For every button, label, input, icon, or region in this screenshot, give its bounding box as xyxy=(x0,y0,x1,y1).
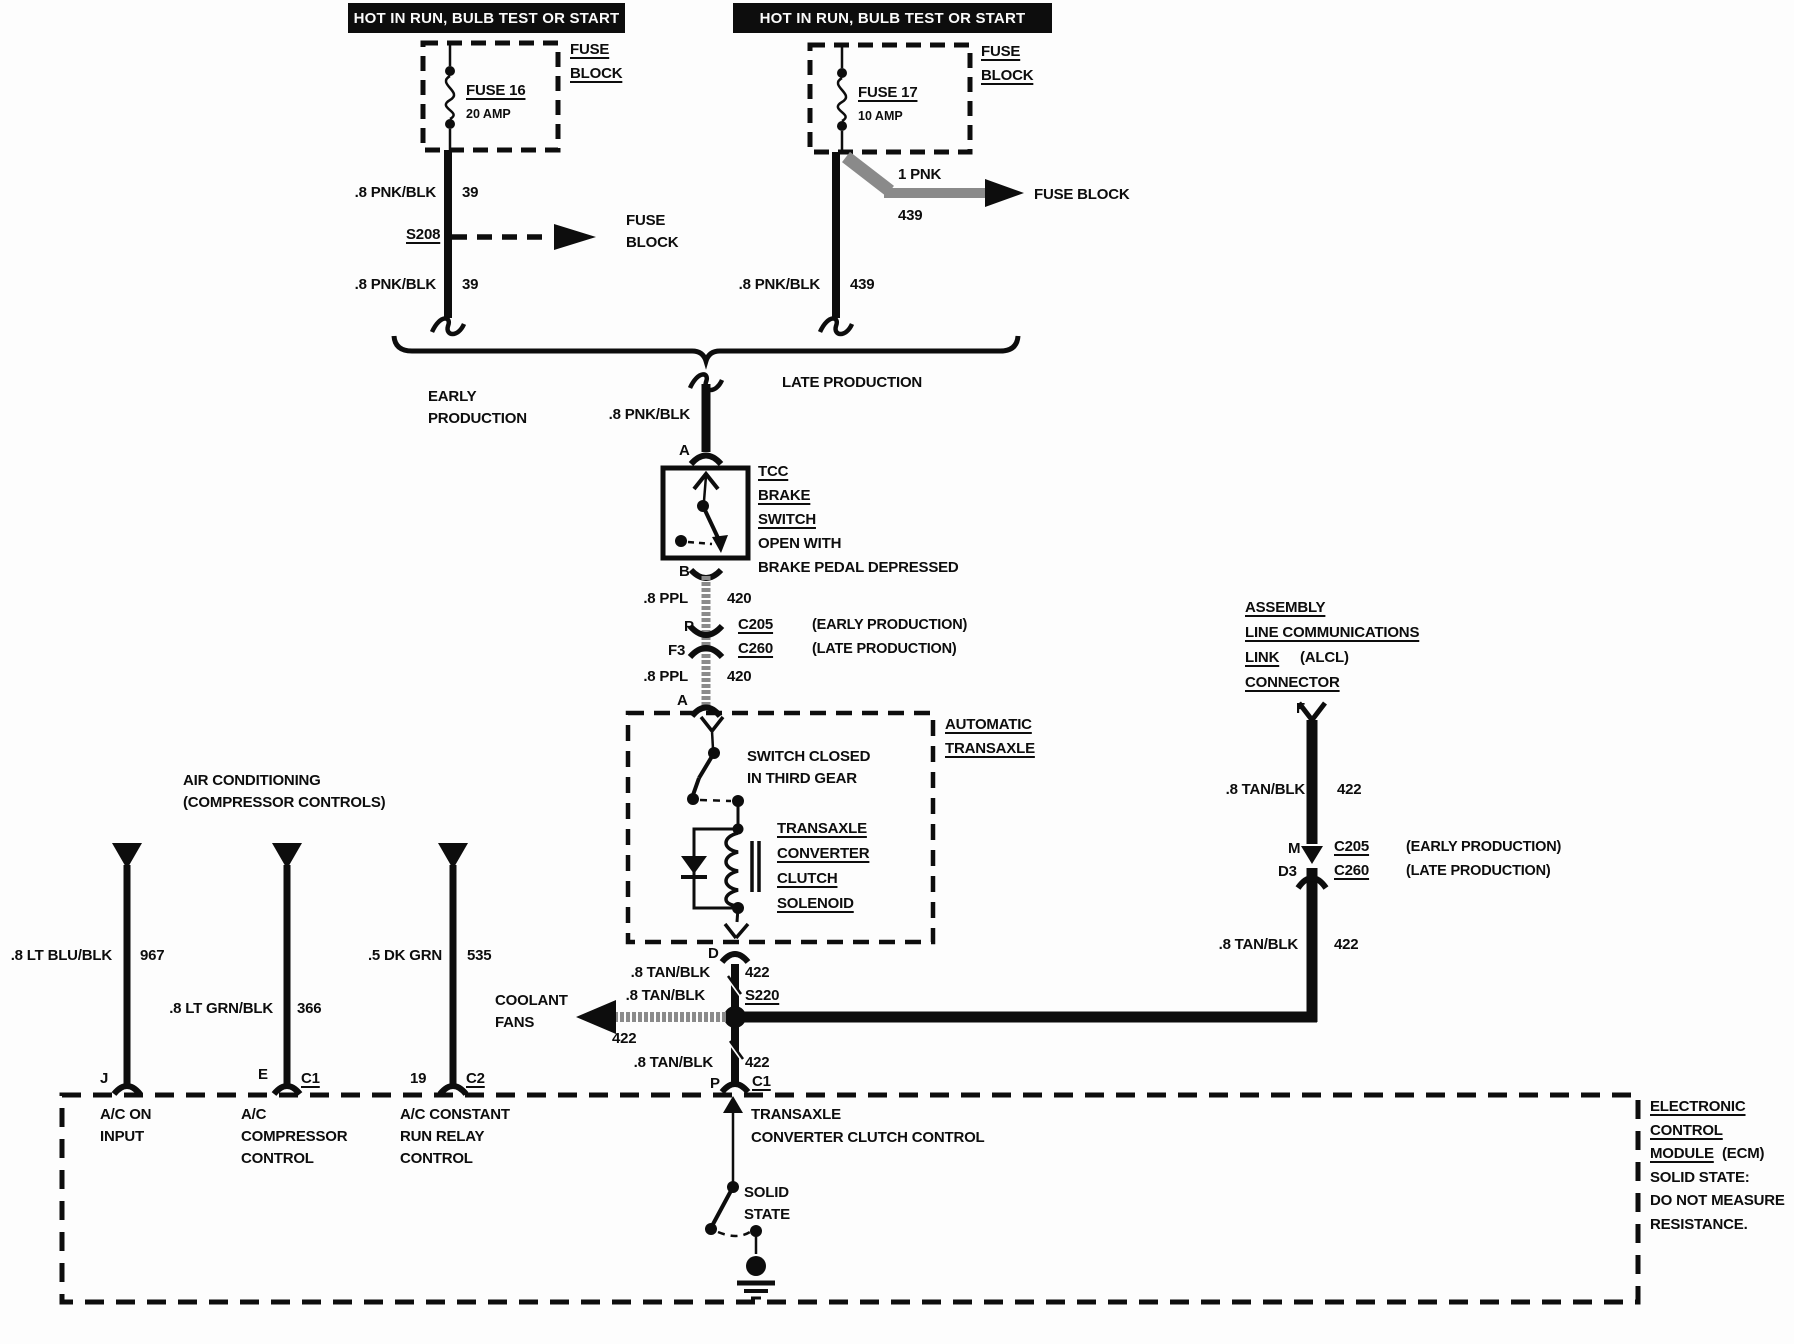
connector-c260-label-1: C260 xyxy=(738,640,774,657)
ecm-ac-on-input: A/C ON INPUT xyxy=(100,1106,152,1145)
wire-break-right xyxy=(820,318,852,334)
circuit-422-1: 422 xyxy=(745,964,770,981)
wire-label-ppl-2: .8 PPL xyxy=(643,668,688,685)
fuse17-label: FUSE 17 xyxy=(858,84,918,101)
diode xyxy=(681,856,707,874)
ecm-ac-compressor: A/C COMPRESSOR CONTROL xyxy=(241,1106,348,1167)
connector-m-arrow xyxy=(1301,846,1323,864)
alcl-label-2: LINE COMMUNICATIONS xyxy=(1245,624,1420,641)
ecm-callout-4: SOLID STATE: xyxy=(1650,1169,1750,1186)
wire-label-pnkblk-4: .8 PNK/BLK xyxy=(608,406,690,423)
wire-label-1pnk: 1 PNK xyxy=(898,166,942,183)
connector-c1-label-left: C1 xyxy=(301,1070,320,1087)
wire-label-tanblk-3: .8 TAN/BLK xyxy=(633,1054,713,1071)
transaxle-label: TRANSAXLE xyxy=(945,740,1035,757)
ecm-tcc-control-2: CONVERTER CLUTCH CONTROL xyxy=(751,1129,985,1146)
connector-a-top xyxy=(691,456,721,465)
wire-break-left xyxy=(432,318,464,334)
circuit-422-3: 422 xyxy=(745,1054,770,1071)
ecm-callout-5: DO NOT MEASURE xyxy=(1650,1192,1785,1209)
circuit-422-5: 422 xyxy=(1334,936,1359,953)
tcc-label-5: BRAKE PEDAL DEPRESSED xyxy=(758,559,959,576)
terminal-f: F xyxy=(1296,700,1305,717)
fuse-block-label-2a: FUSE xyxy=(981,43,1021,60)
terminal-p-1: P xyxy=(684,618,694,635)
wire-label-pnkblk-3: .8 PNK/BLK xyxy=(738,276,820,293)
branch-1pnk-slant xyxy=(846,157,890,191)
circuit-420-1: 420 xyxy=(727,590,752,607)
hot-in-run-banner-right: HOT IN RUN, BULB TEST OR START xyxy=(733,3,1052,33)
branch-1pnk-arrowhead xyxy=(985,179,1024,207)
fuse-block-target-s208: FUSE BLOCK xyxy=(626,212,679,251)
tcc-label-1: TCC xyxy=(758,463,789,480)
splice-s208-label: S208 xyxy=(406,226,441,243)
connector-c205-label-2: C205 xyxy=(1334,838,1370,855)
terminal-d: D xyxy=(708,945,719,962)
connector-c1-label-center: C1 xyxy=(752,1073,771,1090)
ecm-callout-3b: (ECM) xyxy=(1722,1145,1765,1162)
alcl-label-4: CONNECTOR xyxy=(1245,674,1340,691)
terminal-e: E xyxy=(258,1066,268,1083)
splice-s220-label: S220 xyxy=(745,987,780,1004)
ecm-callout-6: RESISTANCE. xyxy=(1650,1216,1748,1233)
ecm-tcc-control-1: TRANSAXLE xyxy=(751,1106,841,1123)
circuit-967: 967 xyxy=(140,947,165,964)
connector-c205-label-1: C205 xyxy=(738,616,774,633)
wire-label-pnkblk-2: .8 PNK/BLK xyxy=(354,276,436,293)
fuse16-amp: 20 AMP xyxy=(466,107,511,121)
tcc-label-3: SWITCH xyxy=(758,511,816,528)
production-brace xyxy=(394,336,1018,361)
late-production-note-1: (LATE PRODUCTION) xyxy=(812,641,957,657)
terminal-b: B xyxy=(679,563,690,580)
solenoid-label-3: CLUTCH xyxy=(777,870,838,887)
early-production-label: EARLY PRODUCTION xyxy=(428,388,527,427)
switch-closed-note: SWITCH CLOSED IN THIRD GEAR xyxy=(747,748,871,787)
wire-label-ppl-1: .8 PPL xyxy=(643,590,688,607)
terminal-m: M xyxy=(1288,840,1301,857)
terminal-f3: F3 xyxy=(668,642,686,659)
fuse-block-label-1a: FUSE xyxy=(570,41,610,58)
wire-label-ltblublk: .8 LT BLU/BLK xyxy=(10,947,112,964)
ecm-callout-2: CONTROL xyxy=(1650,1122,1723,1139)
ecm-solid-state-switch-label: SOLID STATE xyxy=(744,1184,790,1223)
wire-label-pnkblk-1: .8 PNK/BLK xyxy=(354,184,436,201)
wire-label-ltgrnblk: .8 LT GRN/BLK xyxy=(169,1000,273,1017)
solid-state-switch-arm xyxy=(712,1187,733,1226)
solenoid-label-1: TRANSAXLE xyxy=(777,820,867,837)
circuit-535: 535 xyxy=(467,947,492,964)
wire-label-tanblk-2: .8 TAN/BLK xyxy=(625,987,705,1004)
coolant-fans-label: COOLANT FANS xyxy=(495,992,568,1031)
s208-arrowhead xyxy=(554,224,596,250)
connector-d xyxy=(722,954,748,962)
connector-c1-p xyxy=(722,1084,748,1092)
wire-label-tanblk-1: .8 TAN/BLK xyxy=(630,964,710,981)
terminal-j: J xyxy=(100,1070,109,1087)
terminal-a-1: A xyxy=(679,442,690,459)
connector-c260-label-2: C260 xyxy=(1334,862,1370,879)
ground-symbol xyxy=(746,1256,766,1276)
ecm-callout-1: ELECTRONIC xyxy=(1650,1098,1746,1115)
alcl-label-1: ASSEMBLY xyxy=(1245,599,1326,616)
early-production-note-2: (EARLY PRODUCTION) xyxy=(1406,839,1562,855)
alcl-label-3a: LINK xyxy=(1245,649,1280,666)
early-production-note-1: (EARLY PRODUCTION) xyxy=(812,617,968,633)
connector-c2-label: C2 xyxy=(466,1070,485,1087)
circuit-422-2: 422 xyxy=(612,1030,637,1047)
circuit-366: 366 xyxy=(297,1000,322,1017)
solenoid-coil xyxy=(726,833,738,906)
circuit-39-2: 39 xyxy=(462,276,479,293)
hot-in-run-banner-left: HOT IN RUN, BULB TEST OR START xyxy=(348,3,625,33)
circuit-422-4: 422 xyxy=(1337,781,1362,798)
solenoid-label-2: CONVERTER xyxy=(777,845,870,862)
terminal-d3: D3 xyxy=(1278,863,1297,880)
solenoid-label-4: SOLENOID xyxy=(777,895,854,912)
fuse17-amp: 10 AMP xyxy=(858,109,903,123)
wire-label-tanblk-4: .8 TAN/BLK xyxy=(1225,781,1305,798)
circuit-439-1: 439 xyxy=(898,207,923,224)
circuit-439-2: 439 xyxy=(850,276,875,293)
wire-label-tanblk-5: .8 TAN/BLK xyxy=(1218,936,1298,953)
alcl-label-3b: (ALCL) xyxy=(1300,649,1349,666)
tcc-label-2: BRAKE xyxy=(758,487,811,504)
tcc-label-4: OPEN WITH xyxy=(758,535,842,552)
ecm-callout-3a: MODULE xyxy=(1650,1145,1714,1162)
late-production-note-2: (LATE PRODUCTION) xyxy=(1406,863,1551,879)
tcc-control-arrowhead xyxy=(723,1096,743,1113)
fuse-block-target-1pnk: FUSE BLOCK xyxy=(1034,186,1130,203)
terminal-p-2: P xyxy=(710,1075,720,1092)
automatic-label: AUTOMATIC xyxy=(945,716,1032,733)
fuse16-label: FUSE 16 xyxy=(466,82,526,99)
circuit-420-2: 420 xyxy=(727,668,752,685)
ecm-ac-constant-run: A/C CONSTANT RUN RELAY CONTROL xyxy=(400,1106,510,1167)
fuse-block-label-2b: BLOCK xyxy=(981,67,1034,84)
fuse-block-label-1b: BLOCK xyxy=(570,65,623,82)
air-conditioning-header: AIR CONDITIONING (COMPRESSOR CONTROLS) xyxy=(183,772,386,811)
circuit-39-1: 39 xyxy=(462,184,479,201)
wire-label-dkgrn: .5 DK GRN xyxy=(367,947,442,964)
terminal-19: 19 xyxy=(410,1070,427,1087)
terminal-a-2: A xyxy=(677,692,688,709)
late-production-label: LATE PRODUCTION xyxy=(782,374,923,391)
